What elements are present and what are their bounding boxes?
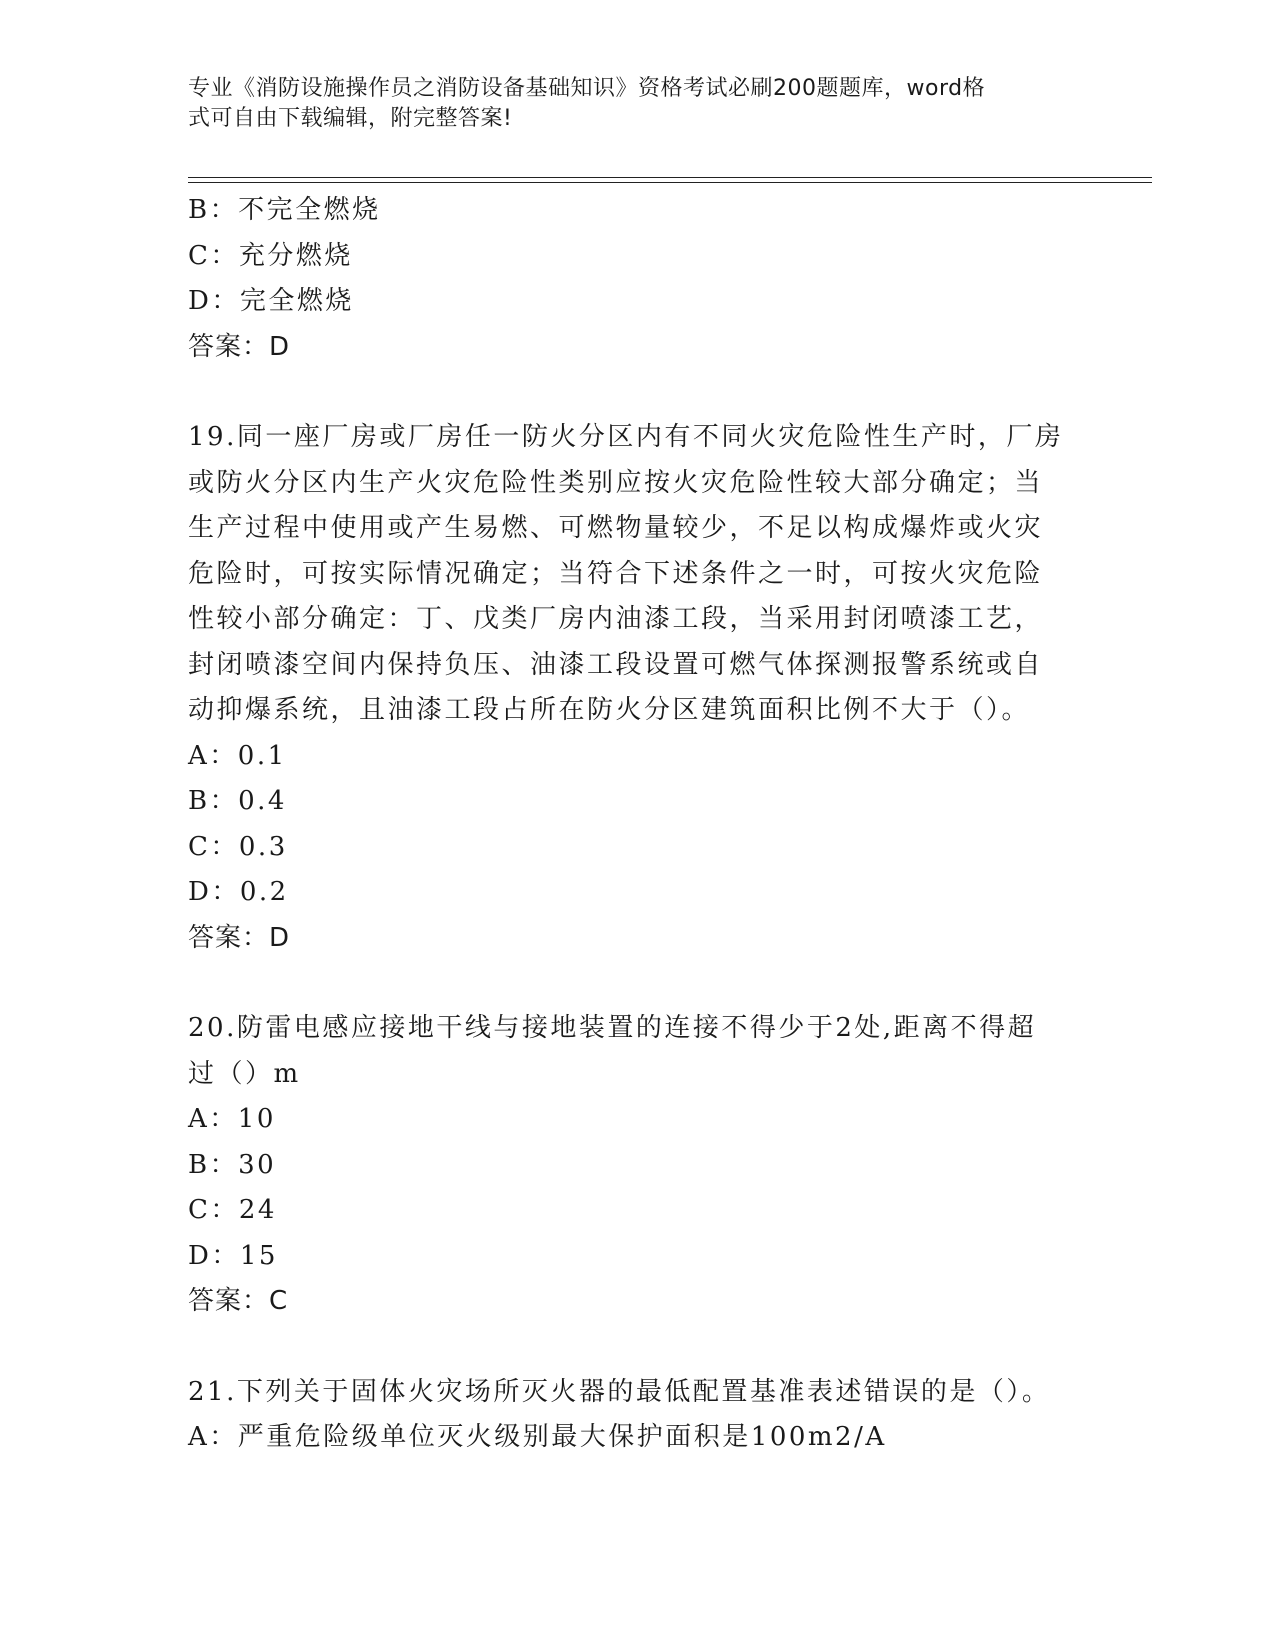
document-header — [188, 74, 1068, 134]
header-line-2: 式可自由下载编辑，附完整答案! — [188, 106, 513, 131]
option-c: C：24 — [188, 1195, 277, 1225]
question-text-line: 20.防雷电感应接地干线与接地装置的连接不得少于2处,距离不得超 — [188, 1013, 1037, 1043]
spacer — [188, 370, 1088, 415]
question-text-line: 危险时，可按实际情况确定；当符合下述条件之一时，可按火灾危险 — [188, 558, 1044, 589]
question-text-line: 生产过程中使用或产生易燃、可燃物量较少，不足以构成爆炸或火灾 — [188, 513, 1044, 543]
option-c: C：0.3 — [188, 831, 288, 862]
answer-line: 答案：D — [188, 922, 291, 953]
spacer — [188, 961, 1088, 1006]
option-a: A：0.1 — [188, 740, 287, 771]
header-line-1: 专业《消防设施操作员之消防设备基础知识》资格考试必刷200题题库，word格 — [188, 76, 986, 101]
question-text-line: 19.同一座厂房或厂房任一防火分区内有不同火灾危险性生产时，厂房 — [188, 422, 1064, 452]
question-19 — [188, 415, 1088, 961]
answer-line: 答案：C — [188, 1286, 289, 1316]
question-text-line: 封闭喷漆空间内保持负压、油漆工段设置可燃气体探测报警系统或自 — [188, 649, 1044, 680]
option-c: C：充分燃烧 — [188, 240, 353, 271]
question-text-line: 过（）m — [188, 1058, 301, 1089]
option-d: D：15 — [188, 1240, 278, 1271]
option-d: D：完全燃烧 — [188, 286, 354, 316]
option-a: A：10 — [188, 1104, 276, 1134]
question-20 — [188, 1006, 1088, 1325]
question-21 — [188, 1370, 1088, 1461]
question-18-tail — [188, 188, 1088, 370]
header-rule-bottom — [188, 182, 1152, 183]
option-a: A：严重危险级单位灭火级别最大保护面积是100m2/A — [188, 1422, 887, 1452]
question-text-line: 或防火分区内生产火灾危险性类别应按火灾危险性较大部分确定；当 — [188, 467, 1044, 498]
question-text-line: 21.下列关于固体火灾场所灭火器的最低配置基准表述错误的是（）。 — [188, 1376, 1051, 1407]
option-b: B：不完全燃烧 — [188, 195, 381, 225]
answer-line: 答案：D — [188, 331, 291, 362]
option-b: B：30 — [188, 1149, 277, 1180]
option-d: D：0.2 — [188, 877, 289, 907]
option-b: B：0.4 — [188, 786, 287, 816]
question-content — [188, 188, 1088, 1461]
question-text-line: 性较小部分确定：丁、戊类厂房内油漆工段，当采用封闭喷漆工艺， — [188, 604, 1044, 634]
header-rule-top — [188, 177, 1152, 178]
question-text-line: 动抑爆系统，且油漆工段占所在防火分区建筑面积比例不大于（）。 — [188, 695, 1031, 725]
spacer — [188, 1325, 1088, 1370]
